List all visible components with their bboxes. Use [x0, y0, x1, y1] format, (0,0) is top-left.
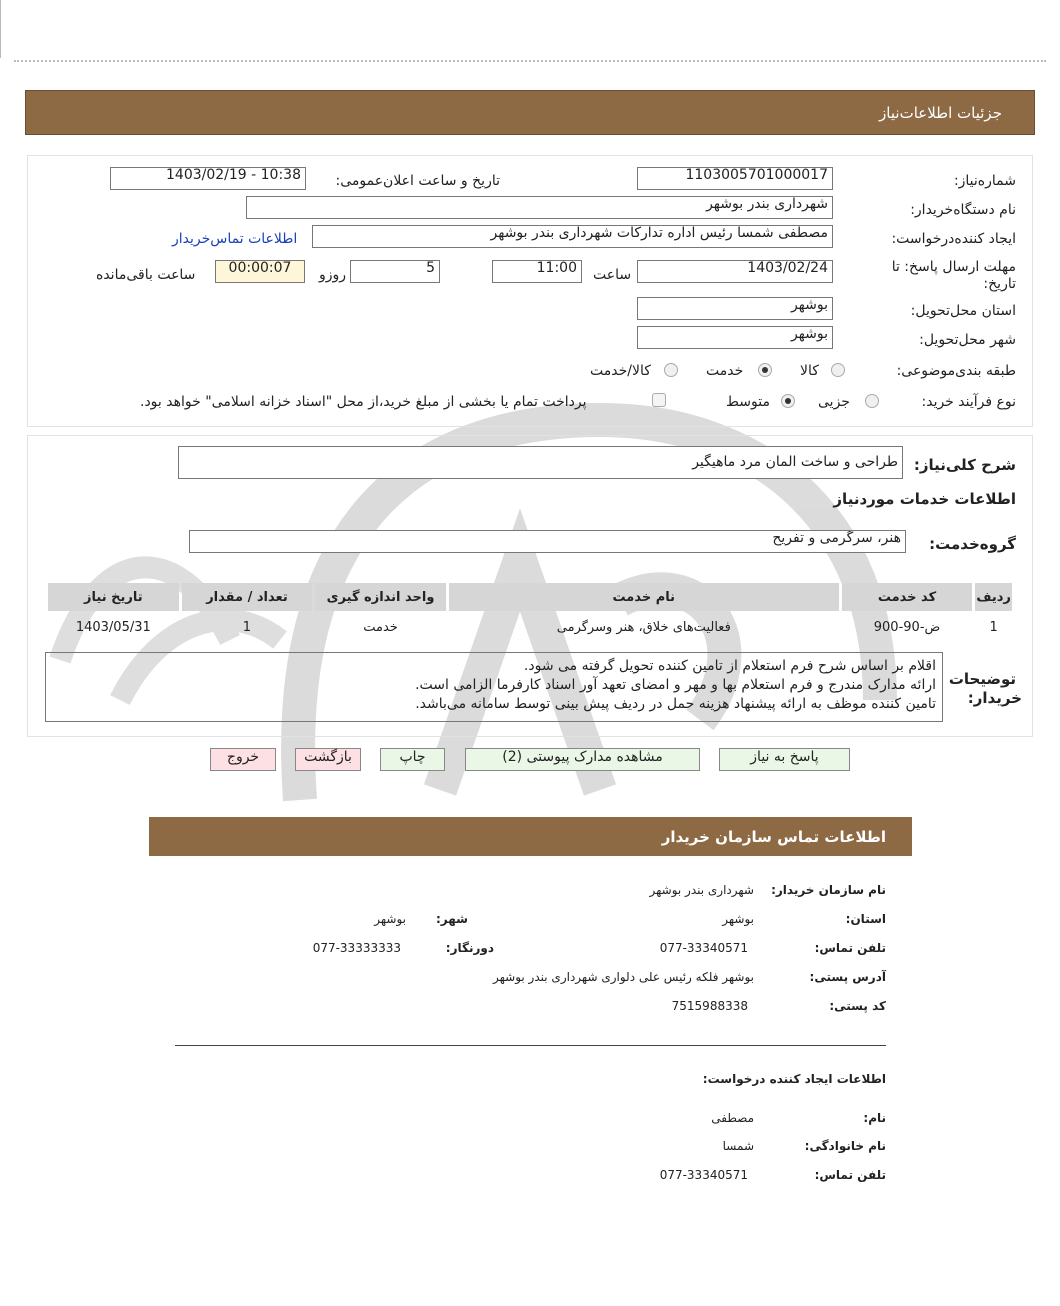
contact-city-label: شهر:	[436, 912, 468, 926]
creator-name-value: مصطفی	[711, 1111, 754, 1125]
deadline-days-field: 5	[350, 260, 440, 283]
col-header-service-code: کد خدمت	[842, 583, 973, 611]
page-title: جزئیات اطلاعات‌نیاز	[879, 104, 1002, 122]
table-header-row	[48, 583, 1012, 611]
creator-info-title: اطلاعات ایجاد کننده درخواست:	[702, 1072, 886, 1086]
exit-button[interactable]: خروج	[210, 748, 276, 771]
buyer-note-line-2: ارائه مدارک مندرج و فرم استعلام بها و مهر و امضای تعهد آور اسناد کارفرما الزامی است.	[415, 677, 936, 693]
creator-phone-label: تلفن تماس:	[814, 1168, 886, 1182]
cell-row-number: 1	[989, 619, 998, 635]
col-header-service-name: نام خدمت	[449, 583, 839, 611]
process-radio-medium[interactable]	[781, 394, 795, 408]
contact-divider	[175, 1045, 886, 1046]
category-option-service: خدمت	[706, 363, 744, 379]
contact-postal-value: 7515988338	[671, 999, 748, 1013]
col-header-quantity: تعداد / مقدار	[182, 583, 313, 611]
contact-province-value: بوشهر	[722, 912, 754, 926]
cell-quantity: 1	[242, 619, 252, 635]
category-option-goods-service: کالا/خدمت	[590, 363, 651, 379]
buyer-contact-link[interactable]: اطلاعات تماس‌خریدار	[172, 231, 298, 247]
services-table	[45, 580, 1015, 643]
delivery-province-label: استان محل‌تحویل:	[910, 303, 1016, 319]
delivery-province-field: بوشهر	[637, 297, 833, 320]
col-header-unit: واحد اندازه گیری	[315, 583, 446, 611]
attachments-button[interactable]: مشاهده مدارک پیوستی (2)	[465, 748, 700, 771]
contact-city-value: بوشهر	[374, 912, 406, 926]
requester-field: مصطفی شمسا رئیس اداره تدارکات شهرداری بندر بوشهر	[312, 225, 833, 248]
buyer-notes-label-line1: توضیحات	[948, 670, 1016, 688]
category-option-goods: کالا	[800, 363, 819, 379]
cell-unit: خدمت	[363, 619, 398, 635]
services-title: اطلاعات خدمات موردنیاز	[833, 490, 1016, 508]
top-left-divider	[0, 0, 1, 58]
buyer-note-line-1: اقلام بر اساس شرح فرم استعلام از تامین کننده تحویل گرفته می شود.	[523, 658, 936, 674]
deadline-label-line2: تاریخ:	[983, 276, 1016, 292]
col-header-need-date: تاریخ نیاز	[48, 583, 179, 611]
top-dotted-divider	[14, 60, 1046, 62]
remaining-label: ساعت باقی‌مانده	[96, 267, 196, 283]
category-radio-service[interactable]	[758, 363, 772, 377]
process-radio-minor[interactable]	[865, 394, 879, 408]
table-row	[48, 614, 1012, 640]
contact-address-label: آدرس پستی:	[809, 970, 886, 984]
category-radio-goods[interactable]	[831, 363, 845, 377]
buyer-org-label: نام دستگاه‌خریدار:	[910, 202, 1016, 218]
service-group-field: هنر، سرگرمی و تفریح	[189, 530, 906, 553]
delivery-city-label: شهر محل‌تحویل:	[919, 332, 1016, 348]
announce-datetime-label: تاریخ و ساعت اعلان‌عمومی:	[335, 173, 500, 189]
buyer-notes-label-line2: خریدار:	[967, 689, 1022, 707]
cell-service-name: فعالیت‌های خلاق، هنر وسرگرمی	[556, 619, 731, 635]
days-label: روزو	[319, 267, 347, 283]
category-radio-goods-service[interactable]	[664, 363, 678, 377]
creator-family-label: نام خانوادگی:	[804, 1139, 886, 1153]
service-group-label: گروه‌خدمت:	[929, 535, 1016, 553]
contact-header-title: اطلاعات تماس سازمان خریدار	[661, 828, 886, 846]
print-button[interactable]: چاپ	[380, 748, 445, 771]
cell-service-code: ض-90-900	[873, 619, 941, 635]
contact-postal-label: کد پستی:	[829, 999, 886, 1013]
col-header-row-number: ردیف	[975, 583, 1012, 611]
requester-label: ایجاد کننده‌درخواست:	[891, 231, 1016, 247]
contact-province-label: استان:	[845, 912, 886, 926]
creator-name-label: نام:	[863, 1111, 886, 1125]
delivery-city-field: بوشهر	[637, 326, 833, 349]
summary-field: طراحی و ساخت المان مرد ماهیگیر	[178, 446, 903, 479]
process-label: نوع فرآیند خرید:	[921, 394, 1016, 410]
back-button[interactable]: بازگشت	[295, 748, 361, 771]
treasury-payment-note: پرداخت تمام یا بخشی از مبلغ خرید،از محل "اسناد خزانه اسلامی" خواهد بود.	[140, 394, 587, 410]
contact-phone-label: تلفن تماس:	[814, 941, 886, 955]
buyer-notes-box	[45, 652, 943, 722]
need-number-label: شماره‌نیاز:	[953, 173, 1016, 189]
contact-address-value: بوشهر فلکه رئیس علی دلواری شهرداری بندر بوشهر	[493, 970, 754, 984]
process-option-minor: جزیی	[818, 394, 850, 410]
deadline-date-field: 1403/02/24	[637, 260, 833, 283]
announce-datetime-field: 1403/02/19 - 10:38	[110, 167, 306, 190]
contact-fax-label: دورنگار:	[445, 941, 494, 955]
buyer-org-field: شهرداری بندر بوشهر	[246, 196, 833, 219]
contact-fax-value: 077-33333333	[312, 941, 401, 955]
contact-phone-value: 077-33340571	[659, 941, 748, 955]
contact-org-value: شهرداری بندر بوشهر	[649, 883, 754, 897]
contact-header	[149, 817, 912, 856]
deadline-time-field: 11:00	[492, 260, 582, 283]
need-number-field: 1103005701000017	[637, 167, 833, 190]
deadline-label-line1: مهلت ارسال پاسخ: تا	[891, 259, 1016, 275]
category-label: طبقه بندی‌موضوعی:	[896, 363, 1016, 379]
treasury-payment-checkbox[interactable]	[652, 393, 666, 407]
creator-family-value: شمسا	[722, 1139, 754, 1153]
page-header	[25, 90, 1035, 135]
buyer-note-line-3: تامین کننده موظف به ارائه پیشنهاد هزینه حمل در ردیف پیش بینی توسط سامانه می‌باشد.	[415, 696, 936, 712]
process-option-medium: متوسط	[726, 394, 770, 410]
cell-need-date: 1403/05/31	[75, 619, 151, 635]
remaining-time-field: 00:00:07	[215, 260, 305, 283]
reply-button[interactable]: پاسخ به نیاز	[719, 748, 850, 771]
contact-org-label: نام سازمان خریدار:	[771, 883, 886, 897]
summary-label: شرح کلی‌نیاز:	[913, 456, 1016, 474]
creator-phone-value: 077-33340571	[659, 1168, 748, 1182]
deadline-time-label: ساعت	[593, 267, 632, 283]
